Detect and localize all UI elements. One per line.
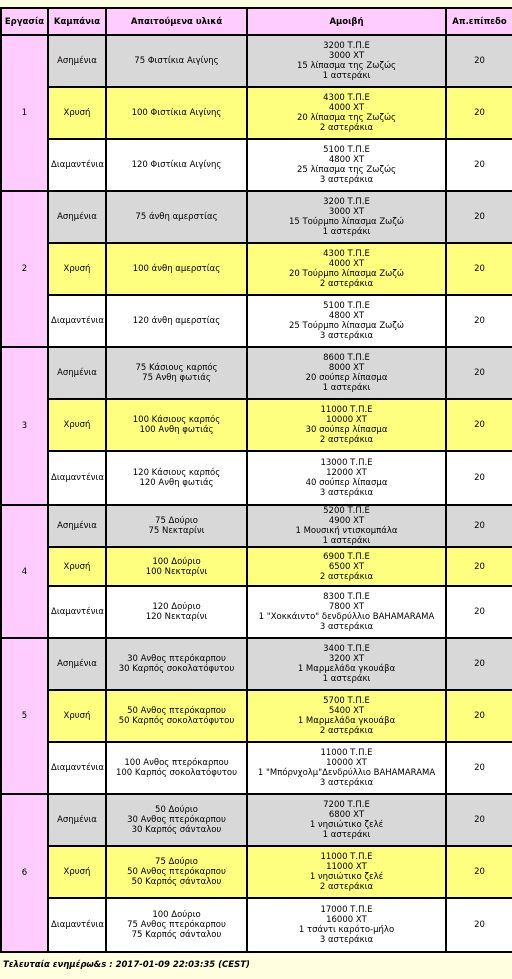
level-cell: 20 xyxy=(446,690,512,742)
reward-line: 10000 ΧΤ xyxy=(326,758,367,768)
quests-table xyxy=(0,7,512,953)
materials-cell xyxy=(106,846,247,898)
materials-cell xyxy=(106,347,247,399)
reward-line: 15 λίπασμα της Ζωζώς xyxy=(296,61,397,71)
table-row xyxy=(1,898,512,952)
level-cell: 20 xyxy=(446,191,512,243)
reward-cell xyxy=(247,638,446,690)
level-cell: 20 xyxy=(446,638,512,690)
table-row xyxy=(1,451,512,505)
reward-line: 2 αστεράκια xyxy=(319,123,374,133)
table-row xyxy=(1,638,512,690)
reward-cell xyxy=(247,451,446,505)
materials-cell xyxy=(106,87,247,139)
reward-cell xyxy=(247,846,446,898)
reward-line: 1 Μουσική ντισκομπάλα xyxy=(295,526,398,536)
campaign-cell: Ασημένια xyxy=(48,638,106,690)
reward-line: 4300 Τ.Π.Ε xyxy=(323,93,370,103)
reward-line: 1 αστεράκι xyxy=(322,536,371,546)
material-line: 100 άνθη αμερστίας xyxy=(132,264,221,274)
material-line: 100 Κάσιους καρπός xyxy=(132,415,221,425)
reward-line: 12000 ΧΤ xyxy=(326,468,367,478)
reward-line: 1 τσάντι καρότο-μήλο xyxy=(298,925,395,935)
reward-cell xyxy=(247,191,446,243)
reward-cell xyxy=(247,586,446,638)
reward-line: 5700 Τ.Π.Ε xyxy=(323,696,370,706)
material-line: 30 Ανθος πτερόκαρπου xyxy=(127,654,226,664)
reward-line: 6500 ΧΤ xyxy=(328,561,365,572)
campaign-cell: Χρυσή xyxy=(48,547,106,586)
reward-line: 1 αστεράκι xyxy=(322,383,371,393)
level-cell: 20 xyxy=(446,243,512,295)
material-line: 75 Φιστίκια Αιγίνης xyxy=(134,56,219,66)
reward-line: 5200 Τ.Π.Ε xyxy=(323,506,370,516)
materials-cell xyxy=(106,243,247,295)
quest-table-body xyxy=(1,35,512,952)
material-line: 100 Δούριο xyxy=(152,556,201,567)
material-line: 100 Φιστίκια Αιγίνης xyxy=(131,108,222,118)
reward-line: 16000 ΧΤ xyxy=(326,915,367,925)
materials-cell xyxy=(106,35,247,87)
reward-cell xyxy=(247,505,446,547)
reward-line: 4000 ΧΤ xyxy=(328,259,365,269)
material-line: 120 Ανθη φωτιάς xyxy=(139,478,214,488)
level-cell: 20 xyxy=(446,547,512,586)
material-line: 50 Καρπός σοκολατόφυτου xyxy=(118,716,235,726)
reward-line: 8000 ΧΤ xyxy=(328,363,365,373)
material-line: 120 Δούριο xyxy=(152,602,201,612)
campaign-cell: Χρυσή xyxy=(48,87,106,139)
reward-cell xyxy=(247,794,446,846)
material-line: 100 Δούριο xyxy=(152,910,201,920)
reward-line: 1 "Μπόρνχολμ"Δενδρύλλιο BAHAMARAMA xyxy=(257,768,436,778)
reward-line: 20 σούπερ λίπασμα xyxy=(305,373,388,383)
table-row xyxy=(1,347,512,399)
reward-line: 3 αστεράκια xyxy=(319,935,374,945)
reward-line: 3 αστεράκια xyxy=(319,175,374,185)
reward-line: 17000 Τ.Π.Ε xyxy=(320,905,373,915)
reward-line: 8600 Τ.Π.Ε xyxy=(323,353,370,363)
reward-line: 1 αστεράκι xyxy=(322,830,371,840)
material-line: 120 Κάσιους καρπός xyxy=(132,468,221,478)
material-line: 120 Νεκταρίνι xyxy=(145,612,208,622)
reward-line: 2 αστεράκια xyxy=(319,435,374,445)
materials-cell xyxy=(106,191,247,243)
reward-line: 3 αστεράκια xyxy=(319,331,374,341)
material-line: 75 Καρπός σάνταλου xyxy=(131,930,222,940)
reward-cell xyxy=(247,35,446,87)
materials-cell xyxy=(106,742,247,794)
material-line: 100 Καρπός σοκολατόφυτου xyxy=(115,768,238,778)
reward-cell xyxy=(247,742,446,794)
level-cell: 20 xyxy=(446,742,512,794)
table-row xyxy=(1,35,512,87)
reward-line: 4300 Τ.Π.Ε xyxy=(323,249,370,259)
level-cell: 20 xyxy=(446,505,512,547)
reward-cell xyxy=(247,399,446,451)
quest-number: 5 xyxy=(1,638,48,794)
table-row xyxy=(1,794,512,846)
reward-line: 1 αστεράκι xyxy=(322,71,371,81)
materials-cell xyxy=(106,794,247,846)
last-updated-footer: Τελευταία ενημέρω&s : 2017-01-09 22:03:35 (CEST) xyxy=(3,960,250,970)
reward-line: 7800 ΧΤ xyxy=(328,602,365,612)
campaign-cell: Χρυσή xyxy=(48,690,106,742)
material-line: 50 Ανθος πτερόκαρπου xyxy=(127,867,226,877)
campaign-cell: Χρυσή xyxy=(48,846,106,898)
materials-cell xyxy=(106,139,247,191)
reward-line: 15 Τούρμπο λίπασμα Ζωζώ xyxy=(288,217,405,227)
reward-line: 2 αστεράκια xyxy=(319,726,374,736)
material-line: 100 Νεκταρίνι xyxy=(145,566,208,577)
level-cell: 20 xyxy=(446,87,512,139)
level-cell: 20 xyxy=(446,794,512,846)
material-line: 120 Φιστίκια Αιγίνης xyxy=(131,160,222,170)
campaign-cell: Διαμαντένια xyxy=(48,295,106,347)
reward-line: 5100 Τ.Π.Ε xyxy=(323,145,370,155)
reward-line: 6900 Τ.Π.Ε xyxy=(323,551,370,562)
quest-number: 1 xyxy=(1,35,48,191)
reward-line: 6800 ΧΤ xyxy=(328,810,365,820)
reward-cell xyxy=(247,139,446,191)
reward-line: 3000 ΧΤ xyxy=(328,51,365,61)
materials-cell xyxy=(106,505,247,547)
reward-line: 4000 ΧΤ xyxy=(328,103,365,113)
reward-cell xyxy=(247,347,446,399)
materials-cell xyxy=(106,690,247,742)
header-level: Απ.επίπεδο xyxy=(446,8,512,35)
reward-line: 1 Μαρμελάδα γκουάβα xyxy=(297,664,396,674)
level-cell: 20 xyxy=(446,451,512,505)
materials-cell xyxy=(106,295,247,347)
level-cell: 20 xyxy=(446,846,512,898)
reward-line: 20 Τούρμπο λίπασμα Ζωζώ xyxy=(288,269,405,279)
header-row xyxy=(1,8,512,35)
reward-cell xyxy=(247,243,446,295)
material-line: 50 Δούριο xyxy=(155,805,198,815)
table-row xyxy=(1,505,512,547)
table-row xyxy=(1,742,512,794)
level-cell: 20 xyxy=(446,898,512,952)
table-row xyxy=(1,690,512,742)
quest-number: 4 xyxy=(1,505,48,638)
quest-number: 2 xyxy=(1,191,48,347)
quest-number: 6 xyxy=(1,794,48,952)
material-line: 100 Ανθη φωτιάς xyxy=(139,425,214,435)
table-row xyxy=(1,243,512,295)
reward-line: 11000 ΧΤ xyxy=(326,862,367,872)
reward-line: 3200 Τ.Π.Ε xyxy=(323,197,370,207)
reward-line: 13000 Τ.Π.Ε xyxy=(320,458,373,468)
table-row xyxy=(1,87,512,139)
material-line: 30 Καρπός σάνταλου xyxy=(131,825,222,835)
reward-line: 8300 Τ.Π.Ε xyxy=(323,592,370,602)
header-reward: Αμοιβή xyxy=(247,8,446,35)
reward-line: 3 αστεράκια xyxy=(319,488,374,498)
reward-cell xyxy=(247,87,446,139)
campaign-cell: Διαμαντένια xyxy=(48,139,106,191)
material-line: 75 Νεκταρίνι xyxy=(148,526,205,536)
reward-cell xyxy=(247,898,446,952)
material-line: 120 άνθη αμερστίας xyxy=(132,316,221,326)
level-cell: 20 xyxy=(446,347,512,399)
material-line: 75 Δούριο xyxy=(155,857,198,867)
reward-line: 1 αστεράκι xyxy=(322,674,371,684)
reward-line: 3 αστεράκια xyxy=(319,622,374,632)
material-line: 30 Καρπός σοκολατόφυτου xyxy=(118,664,235,674)
reward-line: 5400 ΧΤ xyxy=(328,706,365,716)
materials-cell xyxy=(106,898,247,952)
table-row xyxy=(1,295,512,347)
campaign-cell: Διαμαντένια xyxy=(48,898,106,952)
table-row xyxy=(1,191,512,243)
level-cell: 20 xyxy=(446,35,512,87)
table-row xyxy=(1,399,512,451)
campaign-cell: Χρυσή xyxy=(48,243,106,295)
materials-cell xyxy=(106,451,247,505)
level-cell: 20 xyxy=(446,586,512,638)
materials-cell xyxy=(106,547,247,586)
reward-line: 10000 ΧΤ xyxy=(326,415,367,425)
material-line: 75 Ανθη φωτιάς xyxy=(142,373,211,383)
table-row xyxy=(1,547,512,586)
level-cell: 20 xyxy=(446,295,512,347)
campaign-cell: Χρυσή xyxy=(48,399,106,451)
material-line: 75 Δούριο xyxy=(155,516,198,526)
reward-cell xyxy=(247,295,446,347)
material-line: 75 Κάσιους καρπός xyxy=(135,363,218,373)
material-line: 100 Ανθος πτερόκαρπου xyxy=(124,758,229,768)
reward-line: 7200 Τ.Π.Ε xyxy=(323,800,370,810)
campaign-cell: Ασημένια xyxy=(48,347,106,399)
header-materials: Απαιτούμενα υλικά xyxy=(106,8,247,35)
reward-line: 1 Μαρμελάδα γκουάβα xyxy=(297,716,396,726)
reward-line: 3200 ΧΤ xyxy=(328,654,365,664)
campaign-cell: Ασημένια xyxy=(48,191,106,243)
reward-line: 4800 ΧΤ xyxy=(328,311,365,321)
reward-line: 3400 Τ.Π.Ε xyxy=(323,644,370,654)
materials-cell xyxy=(106,638,247,690)
materials-cell xyxy=(106,586,247,638)
reward-line: 11000 Τ.Π.Ε xyxy=(320,852,373,862)
level-cell: 20 xyxy=(446,139,512,191)
reward-line: 2 αστεράκια xyxy=(319,279,374,289)
reward-line: 2 αστεράκια xyxy=(319,882,374,892)
reward-line: 3000 ΧΤ xyxy=(328,207,365,217)
header-quest: Εργασία xyxy=(1,8,48,35)
reward-line: 30 σούπερ λίπασμα xyxy=(305,425,388,435)
campaign-cell: Διαμαντένια xyxy=(48,742,106,794)
reward-line: 1 αστεράκι xyxy=(322,227,371,237)
reward-line: 4900 ΧΤ xyxy=(328,516,365,526)
campaign-cell: Διαμαντένια xyxy=(48,451,106,505)
material-line: 75 άνθη αμερστίας xyxy=(135,212,218,222)
quest-number: 3 xyxy=(1,347,48,505)
material-line: 30 Ανθος πτερόκαρπου xyxy=(127,815,226,825)
reward-line: 2 αστεράκια xyxy=(319,571,374,582)
level-cell: 20 xyxy=(446,399,512,451)
campaign-cell: Ασημένια xyxy=(48,794,106,846)
reward-line: 1 νησιώτικο ζελέ xyxy=(309,820,384,830)
reward-line: 5100 Τ.Π.Ε xyxy=(323,301,370,311)
material-line: 50 Καρπός σάνταλου xyxy=(131,877,222,887)
reward-line: 3 αστεράκια xyxy=(319,778,374,788)
reward-line: 1 "Χοκκάιντο" δενδρύλλιο BAHAMARAMA xyxy=(258,612,435,622)
campaign-cell: Ασημένια xyxy=(48,35,106,87)
table-row xyxy=(1,586,512,638)
table-row xyxy=(1,139,512,191)
materials-cell xyxy=(106,399,247,451)
reward-line: 1 νησιώτικο ζελέ xyxy=(309,872,384,882)
reward-line: 25 Τούρμπο λίπασμα Ζωζώ xyxy=(288,321,405,331)
reward-line: 11000 Τ.Π.Ε xyxy=(320,748,373,758)
reward-cell xyxy=(247,690,446,742)
campaign-cell: Ασημένια xyxy=(48,505,106,547)
reward-line: 40 σούπερ λίπασμα xyxy=(305,478,388,488)
campaign-cell: Διαμαντένια xyxy=(48,586,106,638)
reward-line: 3200 Τ.Π.Ε xyxy=(323,41,370,51)
reward-line: 11000 Τ.Π.Ε xyxy=(320,405,373,415)
reward-cell xyxy=(247,547,446,586)
material-line: 50 Ανθος πτερόκαρπου xyxy=(127,706,226,716)
table-row xyxy=(1,846,512,898)
reward-line: 25 λίπασμα της Ζωζώς xyxy=(296,165,397,175)
header-campaign: Καμπάνια xyxy=(48,8,106,35)
material-line: 75 Ανθος πτερόκαρπου xyxy=(127,920,226,930)
reward-line: 20 λίπασμα της Ζωζώς xyxy=(296,113,397,123)
reward-line: 4800 ΧΤ xyxy=(328,155,365,165)
